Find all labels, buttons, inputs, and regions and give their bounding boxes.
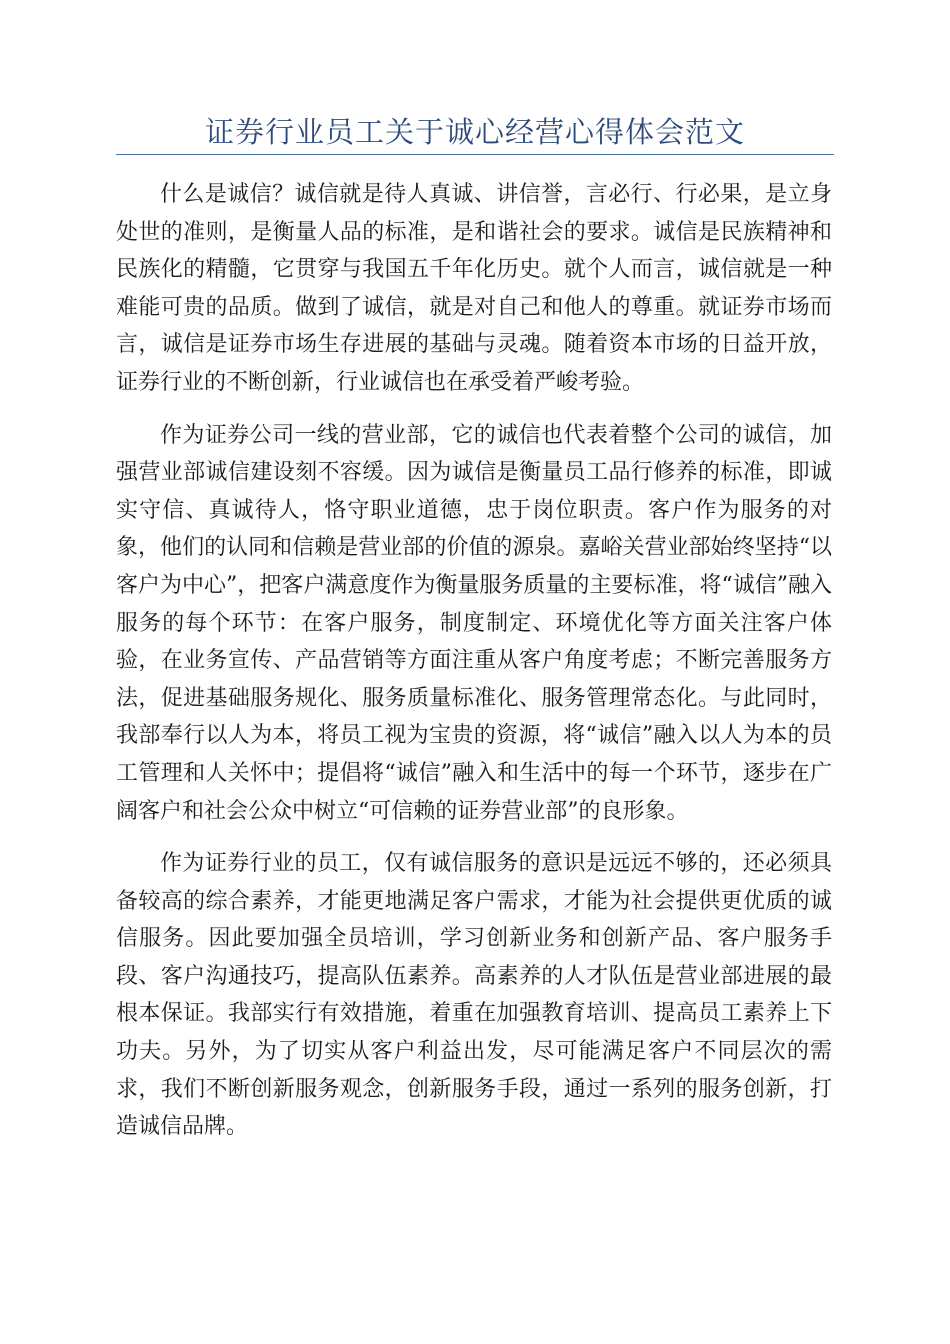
document-title: 证券行业员工关于诚心经营心得体会范文 (204, 115, 745, 149)
paragraph-3: 作为证券行业的员工，仅有诚信服务的意识是远远不够的，还必须具备较高的综合素养，才能更地满足客户需求，才能为社会提供更优质的诚信服务。因此要加强全员培训，学习创新业务和创新产品、客户服务手段、客户沟通技巧，提高队伍素养。高素养的人才队伍是营业部进展的最根本保证。我部实行有效措施，着重在加强教育培训、提高员工素养上下功夫。另外，为了切实从客户利益出发，尽可能满足客户不同层次的需求，我们不断创新服务观念，创新服务手段，通过一系列的服务创新，打造诚信品牌。 (116, 851, 832, 1140)
title-underline (116, 154, 834, 155)
paragraph-1: 什么是诚信？诚信就是待人真诚、讲信誉，言必行、行必果，是立身处世的准则，是衡量人品的标准，是和谐社会的要求。诚信是民族精神和民族化的精髓，它贯穿与我国五千年化历史。就个人而言，诚信就是一种难能可贵的品质。做到了诚信，就是对自己和他人的尊重。就证券市场而言，诚信是证券市场生存进展的基础与灵魂。随着资本市场的日益开放，证券行业的不断创新，行业诚信也在承受着严峻考验。 (116, 182, 832, 395)
document-body (116, 176, 832, 1161)
paragraph-2: 作为证券公司一线的营业部，它的诚信也代表着整个公司的诚信，加强营业部诚信建设刻不容缓。因为诚信是衡量员工品行修养的标准，即诚实守信、真诚待人，恪守职业道德，忠于岗位职责。客户作为服务的对象，他们的认同和信赖是营业部的价值的源泉。嘉峪关营业部始终坚持“以客户为中心”，把客户满意度作为衡量服务质量的主要标准，将“诚信”融入服务的每个环节：在客户服务，制度制定、环境优化等方面关注客户体验，在业务宣传、产品营销等方面注重从客户角度考虑；不断完善服务方法，促进基础服务规化、服务质量标准化、服务管理常态化。与此同时，我部奉行以人为本，将员工视为宝贵的资源，将“诚信”融入以人为本的员工管理和人关怀中；提倡将“诚信”融入和生活中的每一个环节，逐步在广阔客户和社会公众中树立“可信赖的证券营业部”的良形象。 (116, 422, 832, 824)
